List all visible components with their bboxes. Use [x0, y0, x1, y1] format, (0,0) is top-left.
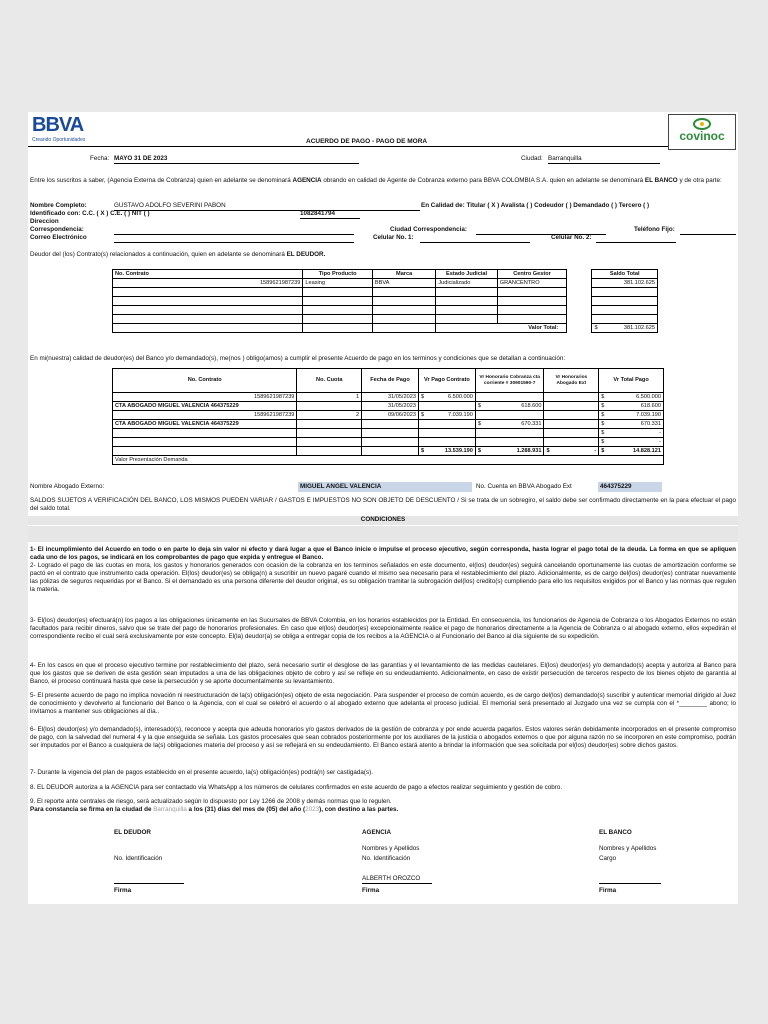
cell-p-fecha	[362, 429, 419, 438]
cell-p-hon	[475, 429, 544, 438]
cell-p-hon	[475, 402, 544, 411]
cell-tipo: Leasing	[303, 279, 373, 288]
sig-agencia-line	[362, 883, 432, 884]
cell-p-pago	[418, 420, 475, 429]
table-row	[113, 279, 658, 288]
sig-agencia-nombres: Nombres y Apellidos	[362, 845, 420, 852]
table-row	[113, 315, 658, 324]
table-row	[113, 297, 658, 306]
header-rule	[28, 146, 668, 147]
identificado-label: Identificado con: C.C. ( X ) C.E. ( ) NIT ( )	[30, 210, 150, 217]
p-tot-val: 6.500.000	[636, 393, 661, 400]
celular2-label: Celular No. 2:	[551, 234, 592, 241]
bbva-logo	[32, 115, 85, 143]
cell-p-abo	[544, 438, 599, 447]
condition-1: 1- El incumplimiento del Acuerdo en todo o en parte lo deja sin valor ni efecto y dará lugar a que el Banco inicie o impulse el proceso ejecutivo, según corresponda, hasta lograr el pago total de la deuda. La forma en que se apliquen cada uno de los pagos, se indicará en los comprobantes de pago que expida y entregue el Banco.	[30, 546, 736, 561]
saldos-paragraph: SALDOS SUJETOS A VERIFICACIÓN DEL BANCO, LOS MISMOS PUEDEN VARIAR / GASTOS E IMPUESTOS NO SON OBJETO DE DESCUENTO / Si se trata de un sobregiro, el saldo debe ser confirmado directamente en la para efectuar el pago del saldo total.	[30, 497, 736, 512]
p-tot-cur: $	[601, 402, 605, 409]
ciudad-corr-label: Ciudad Correspondencia:	[390, 226, 467, 233]
p-tot-val: 670.331	[640, 420, 661, 427]
table-row	[113, 411, 664, 420]
direccion-label: Direccion	[30, 218, 59, 225]
p-hon-cur: $	[477, 402, 481, 409]
th-estado: Estado Judicial	[436, 270, 497, 279]
cell-centro: GRANCENTRO	[497, 279, 567, 288]
cell-p-total	[599, 402, 664, 411]
cell-p-fecha	[362, 420, 419, 429]
telefono-line	[680, 234, 736, 235]
cell-p-abo	[544, 429, 599, 438]
th-contrato: No. Contrato	[113, 270, 303, 279]
p-tot-val: 7.039.190	[636, 411, 661, 418]
constancia-text-2: a los (31) días del mes de (05) del año (	[186, 806, 306, 813]
cell-p-fecha: 31/05/2023	[362, 393, 419, 402]
cell-p-hon	[475, 411, 544, 420]
cell-p-contrato: CTA ABOGADO MIGUEL VALENCIA 464375229	[113, 420, 297, 429]
nombre-value: GUSTAVO ADOLFO SEVERINI PABON	[114, 202, 420, 211]
abogado-cuenta-label: No. Cuenta en BBVA Abogado Ext	[476, 483, 572, 490]
constancia-ciudad: Barranquilla	[153, 806, 187, 813]
th-centro: Centro Gestor	[497, 270, 567, 279]
th-p-hon: Vr Honorario Cobranza cta corriente # 30901590-7	[475, 369, 544, 393]
p-tot-cur: $	[601, 411, 605, 418]
p-tot-val: -	[659, 438, 661, 445]
sig-banco-firma: Firma	[599, 887, 617, 894]
correo-label: Correo Electrónico	[30, 234, 87, 241]
payments-header-row	[113, 369, 664, 393]
p-hon-cur: $	[477, 420, 481, 427]
table-row	[113, 306, 658, 315]
cell-p-cuota: 2	[297, 411, 362, 420]
cell-p-cuota	[297, 438, 362, 447]
th-gap	[567, 270, 592, 279]
identificado-value: 1082841794	[300, 210, 360, 219]
ciudad-value: Barranquilla	[548, 155, 660, 164]
cell-p-total	[599, 411, 664, 420]
presentacion-label: Valor Presentación Demanda	[113, 456, 664, 465]
cell-p-fecha	[362, 438, 419, 447]
celular2-line	[596, 242, 676, 243]
p-tot-cur: $	[601, 393, 605, 400]
condiciones-title-text: CONDICIONES	[360, 516, 406, 523]
telefono-label: Teléfono Fijo:	[634, 226, 675, 233]
cell-p-pago	[418, 438, 475, 447]
th-p-contrato: No. Contrato	[113, 369, 297, 393]
condition-4: 4- En los casos en que el proceso ejecutivo termine por restablecimiento del plazo, será necesario surtir el desglose de las garantías y el levantamiento de las medidas cautelares. El(los) deudor(es) y/o demandado(s) acepta y autoriza al Banco para que los gastos que se deriven de esta gestión sean imputados a una de las obligaciones objeto de cobro y así se refleje en su endeudamiento. Adicionalmente, en caso de existir persecución de terceros respecto de los bienes objeto de garantía al Banco, el proceso continuará hasta que cese la persecución y se aporte documentalmente su levantamiento.	[30, 662, 736, 685]
p-tot-cur: $	[601, 438, 605, 445]
p-pago-val: 7.039.190	[447, 411, 473, 418]
cell-p-pago	[418, 393, 475, 402]
payments-body	[113, 393, 664, 447]
sig-banco-title: EL BANCO	[599, 829, 632, 836]
cell-contrato: 1589621987239	[113, 279, 303, 288]
cell-p-fecha: 31/05/2023	[362, 402, 419, 411]
p-pago-val: 6.500.000	[447, 393, 473, 400]
tot-abo-cur: $	[546, 447, 550, 454]
th-p-abo: Vr Honorarios Abogado Ext	[544, 369, 599, 393]
valor-total-currency: $	[594, 324, 598, 331]
cell-p-cuota	[297, 429, 362, 438]
cell-p-total	[599, 429, 664, 438]
abogado-label: Nombre Abogado Externo:	[30, 483, 105, 490]
cell-p-fecha: 09/06/2023	[362, 411, 419, 420]
abogado-cuenta-value: 464375229	[598, 482, 662, 492]
deudor-label: EL DEUDOR.	[286, 251, 326, 258]
bbva-tagline: Creando Oportunidades	[32, 137, 86, 143]
deudor-paragraph	[30, 251, 325, 259]
cell-p-pago	[418, 411, 475, 420]
cell-p-abo	[544, 402, 599, 411]
cell-p-contrato: CTA ABOGADO MIGUEL VALENCIA 464375229	[113, 402, 297, 411]
intro-paragraph	[30, 177, 736, 185]
p-tot-val: 618.600	[640, 402, 661, 409]
condition-3: 3- El(los) deudor(es) efectuará(n) los pagos a las obligaciones únicamente en las Sucursales de BBVA Colombia, en los horarios establecidos por la Entidad. En consecuencia, los funcionarios de Agencia de Cobranza o los Abogados Externos no están facultados para recibir dineros, salvo que se trate del pago de honorarios profesionales. En caso que el(los) deudor(es) excepcionalmente realice el pago de honorarios directamente a la Agencia de Cobranza o al abogado externo, ellos expedirán el correspondiente recibo el cual será exclusivamente por este concepto. El(la) deudor(a) se obliga a entregar copia de los recibos a la AGENCIA o al Funcionario del Banco al día siguiente de su expedición.	[30, 617, 736, 640]
condiciones-band	[28, 526, 738, 542]
tot-pago-cur: $	[420, 447, 425, 454]
document-title: ACUERDO DE PAGO - PAGO DE MORA	[306, 138, 428, 145]
tot-total: 14.828.121	[633, 447, 661, 454]
p-tot-val: -	[659, 429, 661, 436]
intro-text-1: Entre los suscritos a saber, (Agencia Externa de Cobranza) quien en adelante se denominará	[30, 177, 293, 184]
condition-6: 6- El(los) deudor(es) y/o demandado(s), interesado(s), reconoce y acepta que adeuda honorarios y/o gastos derivados de la gestión de cobranza y por ende acuerda pagarlos. Estos valores serán debidamente incorporados en el presente compromiso de pago, con la salvedad del numeral 4 y la que enseguida se señala. Los gastos procesales que sean cobrados posteriormente por los auxiliares de la justicia o abogados externos o que por alguna razón no se incorporen en este compromiso, podrán ser imputados por el Banco a cualquiera de la(s) obligaciones materia del proceso y así se reflejará en su endeudamiento. El Banco estará atento a brindar la información que sea solicitada por el(los) deudor(es) sobre dichos gastos.	[30, 726, 736, 749]
th-tipo: Tipo Producto	[303, 270, 373, 279]
contracts-header-row	[113, 270, 658, 279]
contracts-table	[112, 269, 658, 333]
condition-5: 5- El presente acuerdo de pago no implica novación ni reestructuración de la(s) obligación(es) objeto de esta negociación. Para suspender el proceso de común acuerdo, es de cargo del(los) demandado(s) suscribir y autenticar memorial dirigido al Juez de conocimiento y devolverlo al funcionario del Banco o la Agencia, con el cual se celebró el acuerdo o al abogado externo que adelanta el proceso judicial. El memorial será presentado al Juzgado una vez se cumpla con el *________ abono; lo invitamos a mantener sus obligaciones al día..	[30, 692, 736, 715]
sig-deudor-firma: Firma	[114, 887, 132, 894]
constancia-text-1: Para constancia se firma en la ciudad de	[30, 806, 154, 813]
cell-p-abo	[544, 420, 599, 429]
p-pago-cur: $	[420, 393, 425, 400]
p-hon-val: 618.600	[521, 402, 542, 409]
payments-totals-row	[113, 447, 664, 456]
sig-banco-nombres: Nombres y Apellidos	[599, 845, 657, 852]
presentacion-row	[113, 456, 664, 465]
cell-p-hon	[475, 438, 544, 447]
cell-p-total	[599, 438, 664, 447]
p-pago-cur: $	[420, 411, 425, 418]
intro-text-2: obrando en calidad de Agente de Cobranza externo para BBVA COLOMBIA S.A. quien en adelante se denominará	[321, 177, 645, 184]
fecha-label: Fecha:	[90, 155, 110, 162]
th-p-cuota: No. Cuota	[297, 369, 362, 393]
celular1-line	[420, 242, 530, 243]
p-tot-cur: $	[601, 420, 605, 427]
th-p-fecha: Fecha de Pago	[362, 369, 419, 393]
cell-saldo: 381.102.625	[592, 279, 658, 288]
th-p-total: Vr Total Pago	[599, 369, 664, 393]
sig-agencia-signer: ALBERTH OROZCO	[362, 875, 421, 882]
sig-deudor-id: No. Identificación	[114, 855, 163, 862]
table-row	[113, 402, 664, 411]
th-p-pago: Vr Pago Contrato	[418, 369, 475, 393]
valor-total-label: Valor Total:	[436, 324, 567, 333]
sig-deudor-line	[114, 883, 184, 884]
document-page	[28, 112, 738, 904]
tot-total-cur: $	[601, 447, 605, 454]
cell-p-contrato	[113, 429, 297, 438]
tot-pago: 13.539.190	[444, 447, 473, 454]
cell-p-cuota	[297, 420, 362, 429]
valor-total-value: 381.102.625	[623, 324, 655, 331]
table-row	[113, 393, 664, 402]
table-row	[113, 429, 664, 438]
condition-7: 7- Durante la vigencia del plan de pagos establecido en el presente acuerdo, la(s) obligación(es) podrá(n) ser castigada(s).	[30, 769, 374, 776]
bbva-logo-text: BBVA	[32, 114, 84, 136]
celular1-label: Celular No. 1:	[373, 234, 414, 241]
sig-banco-line	[599, 883, 661, 884]
table-row	[113, 288, 658, 297]
sig-agencia-title: AGENCIA	[362, 829, 392, 836]
cell-p-abo	[544, 393, 599, 402]
abogado-value: MIGUEL ANGEL VALENCIA	[298, 482, 472, 492]
intro-agencia: AGENCIA	[292, 177, 322, 184]
compromiso-text: En mi(nuestra) calidad de deudor(es) del Banco y/o demandado(s), me(nos ) obligo(amos) a cumplir el presente Acuerdo de pago en los terminos y condiciones que se detallan a continuación:	[30, 355, 566, 362]
cell-p-contrato	[113, 438, 297, 447]
constancia-anio: 2023	[305, 806, 320, 813]
sig-agencia-firma: Firma	[362, 887, 380, 894]
payments-table	[112, 368, 664, 465]
nombre-label: Nombre Completo:	[30, 202, 87, 209]
cell-gap	[567, 279, 592, 288]
deudor-text: Deudor del (los) Contrato(s) relacionados a continuación, quien en adelante se denominará	[30, 251, 287, 258]
sig-banco-cargo: Cargo	[599, 855, 617, 862]
table-row	[113, 438, 664, 447]
covinoc-logo-text: covinoc	[679, 129, 725, 143]
cell-p-cuota: 1	[297, 393, 362, 402]
covinoc-logo	[668, 114, 736, 150]
cell-p-pago	[418, 429, 475, 438]
table-row	[113, 420, 664, 429]
tot-abo: -	[594, 447, 597, 454]
cell-p-contrato: 1589621987239	[113, 393, 297, 402]
p-hon-val: 670.331	[521, 420, 542, 427]
th-saldo: Saldo Total	[592, 270, 658, 279]
correspondencia-line	[114, 234, 354, 235]
valor-total-row	[113, 324, 658, 333]
sig-agencia-id: No. Identificación	[362, 855, 411, 862]
cell-p-hon	[475, 420, 544, 429]
cell-p-pago	[418, 402, 475, 411]
fecha-value: MAYO 31 DE 2023	[114, 155, 359, 164]
th-marca: Marca	[372, 270, 435, 279]
constancia-text-3: ), con destino a las partes.	[319, 806, 399, 813]
cell-p-abo	[544, 411, 599, 420]
correo-line	[114, 242, 354, 243]
cell-estado: Judicializado	[436, 279, 497, 288]
valor-total-cell	[592, 324, 658, 333]
intro-banco: EL BANCO	[644, 177, 678, 184]
tot-hon: 1.288.931	[516, 447, 542, 454]
intro-text-3: y de otra parte:	[677, 177, 722, 184]
constancia-paragraph	[30, 806, 736, 814]
cell-p-contrato: 1589621987239	[113, 411, 297, 420]
cell-p-total	[599, 393, 664, 402]
cell-p-total	[599, 420, 664, 429]
calidad-text: En Calidad de: Titular ( X ) Avalista ( ) Codeudor ( ) Demandado ( ) Tercero ( )	[421, 202, 650, 209]
correspondencia-label: Correspondencia:	[30, 226, 84, 233]
condiciones-title	[28, 516, 738, 525]
condition-2: 2- Logrado el pago de las cuotas en mora, los gastos y honorarios generados con ocasión de la cobranza en los terminos señalados en este documento, el(los) deudor(es) seguirá cancelando oportunamente las cuotas de amortización conforme se pactó en el contrato que instrumento cada operación. El(los) deudor(es) se obliga(n) a suscribir un nuevo pagaré cuando el mismo sea necesario para el restablecimiento del plazo. Adicionalmente, es de cargo del(los) deudor(es) contratar nuevamente las pólizas de seguros requeridas por el Banco. Si el demandado es una persona diferente del deudor original, es su obligación tramitar la subrogación del(los) credito(s) cumpliendo para ello los requisitos exigidos por el Banco y las normas que regulen la materia.	[30, 562, 736, 593]
cell-marca: BBVA	[372, 279, 435, 288]
ciudad-label: Ciudad:	[521, 155, 543, 162]
cell-p-cuota	[297, 402, 362, 411]
condition-8: 8. EL DEUDOR autoriza a la AGENCIA para ser contactado vía WhatsApp a los números de celulares confirmados en este acuerdo de pago a efectos realizar seguimiento y gestión de cobro.	[30, 784, 563, 791]
p-tot-cur: $	[601, 429, 605, 436]
tot-hon-cur: $	[477, 447, 481, 454]
condition-9: 9. El reporte ante centrales de riesgo, será actualizado según lo dispuesto por Ley 1266 de 2008 y demás normas que lo regulen.	[30, 798, 392, 805]
sig-deudor-title: EL DEUDOR	[114, 829, 151, 836]
cell-p-hon	[475, 393, 544, 402]
